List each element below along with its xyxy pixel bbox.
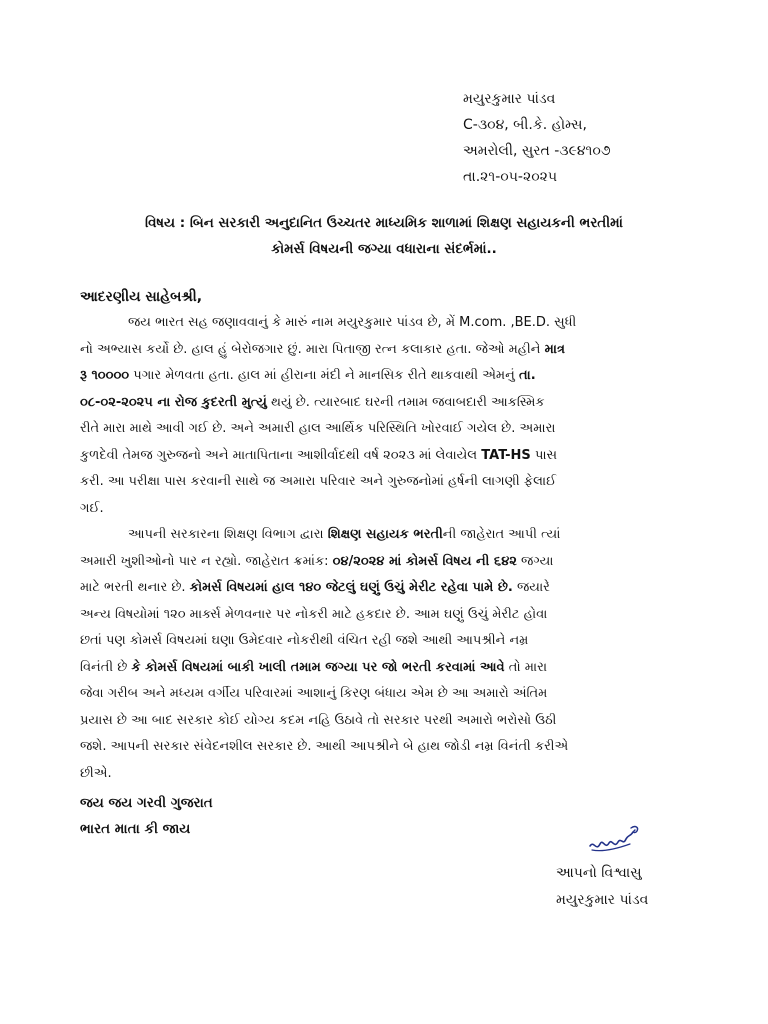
- p1-line-2-bold: માત્ર: [544, 341, 565, 357]
- p2-line-4: અન્ય વિષયોમાં ૧૨૦ માર્ક્સ મેળવનાર પર નોકરી માટે હકદાર છે. આમ ઘણું ઉચું મેરીટ હોવા: [80, 606, 548, 622]
- sender-address-block: [463, 86, 753, 190]
- p1-line-3-bold: રૂ ૧૦૦૦૦: [80, 368, 130, 383]
- paragraph-2: [80, 522, 700, 787]
- p2-line-2-bold: ૦૪/૨૦૨૪ માં કોમર્સ વિષય ની ૬૪૨: [332, 553, 517, 569]
- p2-line-3: [80, 575, 700, 602]
- p2-line-3-text: માટે ભરતી થનાર છે.: [80, 580, 186, 595]
- p2-line-6-bold: કે કોમર્સ વિષયમાં બાકી ખાલી તમામ જગ્યા પર જો ભરતી કરવામાં આવે: [131, 659, 505, 675]
- closing-block: [80, 790, 213, 842]
- p2-line-2-end: જગ્યા: [521, 553, 554, 569]
- subject-line-1: વિષય : બિન સરકારી અનુદાનિત ઉચ્ચતર માધ્યમિક શાળામાં શિક્ષણ સહાયકની ભરતીમાં: [145, 215, 623, 231]
- p2-line-6-text: વિનંતી છે: [80, 659, 128, 675]
- handwritten-signature: [586, 822, 646, 856]
- p1-line-7: કરી. આ પરીક્ષા પાસ કરવાની સાથે જ અમારા પરિવાર અને ગુરુજનોમાં હર્ષની લાગણી ફેલાઈ: [80, 474, 557, 489]
- p1-line-6-end: પાસ: [534, 447, 558, 463]
- signoff-line-1: આપનો વિશ્વાસુ: [556, 865, 642, 881]
- p2-line-1-end: ની જાહેરાત આપી ત્યાં: [442, 527, 561, 542]
- paragraph-1: [80, 310, 700, 522]
- p2-line-7: જેવા ગરીબ અને મધ્યમ વર્ગીય પરિવારમાં આશાનું કિરણ બંધાય એમ છે આ અમારો અંતિમ: [80, 686, 548, 701]
- p1-line-6: [80, 443, 700, 470]
- p2-line-1-bold: શિક્ષણ સહાયક ભરતી: [327, 527, 443, 542]
- p2-line-9: જશે. આપની સરકાર સંવેદનશીલ સરકાર છે. આથી આપશ્રીને બે હાથ જોડી નમ્ર વિનંતી કરીએ: [80, 739, 569, 754]
- signoff-name: મયુરકુમાર પાંડવ: [556, 892, 649, 908]
- p2-line-1-text: આપની સરકારના શિક્ષણ વિભાગ દ્વારા: [128, 527, 324, 542]
- p1-line-3-text: પગાર મેળવતા હતા. હાલ માં હીરાના મંદી ને માનસિક રીતે થાકવાથી એમનું: [133, 368, 515, 383]
- p1-line-1: જય ભારત સહ જણાવવાનું કે મારું નામ મયુરકુમાર પાંડવ છે, મેં M.com. ,BE.D. સુધી: [128, 315, 577, 330]
- p1-line-6-bold: TAT-HS: [481, 447, 531, 463]
- p1-line-4: [80, 390, 700, 417]
- signoff-block: [556, 860, 648, 914]
- p1-line-5: રીતે મારા માથે આવી ગઈ છે. અને અમારી હાલ આર્થિક પરિસ્થિતિ ખોરવાઈ ગયેલ છે. અમારા: [80, 421, 556, 436]
- subject-line-2: કોમર્સ વિષયની જગ્યા વધારાના સંદર્ભમાં..: [271, 241, 497, 257]
- salutation: આદરણીય સાહેબશ્રી,: [80, 289, 203, 305]
- p2-line-10: છીએ.: [80, 765, 112, 781]
- p2-line-2: [80, 549, 700, 576]
- p2-line-5: છતાં પણ કોમર્સ વિષયમાં ઘણા ઉમેદવાર નોકરીથી વંચિત રહી જશે આથી આપશ્રીને નમ્ર: [80, 633, 529, 648]
- p1-line-6-text: કુળદેવી તેમજ ગુરુજનો અને માતાપિતાના આશીર્વાદથી વર્ષ ૨૦૨૩ માં લેવાયેલ: [80, 447, 478, 463]
- closing-line-2: ભારત માતા કી જાય: [80, 821, 191, 837]
- p2-line-1: [80, 522, 700, 549]
- p1-line-4-text: થયું છે. ત્યારબાદ ઘરની તમામ જવાબદારી આકસ્મિક: [271, 394, 545, 410]
- sender-address-line1: C-૩૦૪, બી.કે. હોમ્સ,: [463, 117, 587, 133]
- p2-line-3-end: જયારે: [517, 580, 550, 595]
- p2-line-6: [80, 655, 700, 682]
- p1-line-3: [80, 363, 700, 390]
- p2-line-6-end: તો મારા: [508, 659, 548, 675]
- subject-block: [70, 210, 698, 262]
- p2-line-2-text: અમારી ખુશીઓનો પાર ન રહ્યો. જાહેરાત ક્રમાંક:: [80, 553, 329, 569]
- letter-date: તા.૨૧-૦૫-૨૦૨૫: [463, 169, 558, 185]
- p1-line-2-text: નો અભ્યાસ કર્યો છે. હાલ હું બેરોજગાર છું. મારા પિતાજી રત્ન કલાકાર હતા. જેઓ મહીને: [80, 341, 541, 357]
- p2-line-3-bold: કોમર્સ વિષયમાં હાલ ૧૪૦ જેટલું ઘણું ઉચું મેરીટ રહેવા પામે છે.: [189, 580, 513, 595]
- sender-address-line2: અમરોલી, સુરત -૩૯૪૧૦૭: [463, 143, 611, 159]
- p1-line-8: ગઈ.: [80, 500, 104, 516]
- p1-line-2: [80, 337, 700, 364]
- sender-name: મયુરકુમાર પાંડવ: [463, 91, 556, 107]
- closing-line-1: જય જય ગરવી ગુજરાત: [80, 795, 213, 811]
- p1-line-3-bold-end: તા.: [518, 368, 536, 383]
- p1-line-4-bold: ૦૮-૦૨-૨૦૨૫ ના રોજ કુદરતી મુત્યું: [80, 394, 267, 410]
- p2-line-8: પ્રયાસ છે આ બાદ સરકાર કોઈ યોગ્ય કદમ નહિ ઉઠાવે તો સરકાર પરથી અમારો ભરોસો ઉઠી: [80, 712, 557, 728]
